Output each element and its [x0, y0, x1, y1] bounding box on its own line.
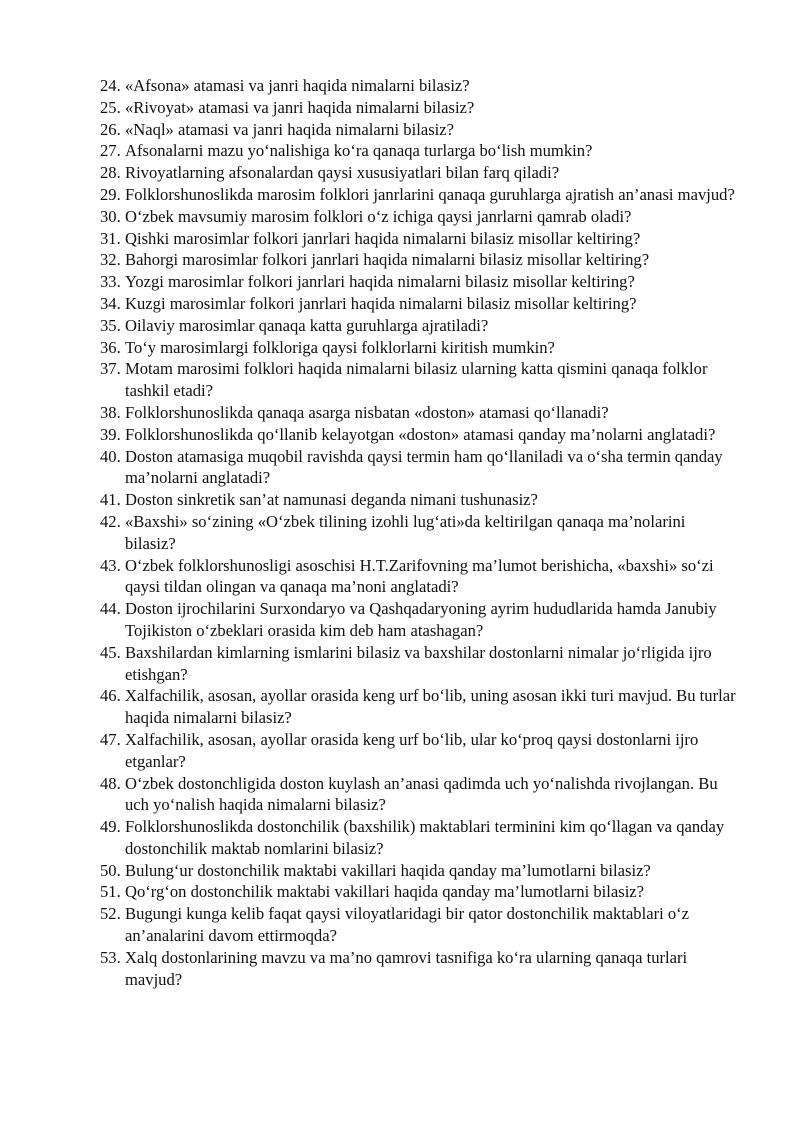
question-text: Oilaviy marosimlar qanaqa katta guruhlarga ajratiladi?: [125, 315, 489, 335]
question-number: 48.: [100, 773, 121, 793]
question-item: [100, 293, 740, 315]
question-number: 47.: [100, 729, 121, 749]
question-item: [100, 97, 740, 119]
question-item: [100, 860, 740, 882]
question-item: [100, 685, 740, 729]
question-item: [100, 228, 740, 250]
question-item: [100, 598, 740, 642]
question-number: 34.: [100, 293, 121, 313]
question-item: [100, 816, 740, 860]
question-text: Motam marosimi folklori haqida nimalarni bilasiz ularning katta qismini qanaqa folklor tashkil etadi?: [125, 359, 708, 401]
question-text: Bahorgi marosimlar folkori janrlari haqida nimalarni bilasiz misollar keltiring?: [125, 250, 650, 270]
question-number: 49.: [100, 817, 121, 837]
question-text: Doston sinkretik san’at namunasi deganda nimani tushunasiz?: [125, 490, 538, 510]
question-item: [100, 903, 740, 947]
question-number: 46.: [100, 686, 121, 706]
question-text: Folklorshunoslikda dostonchilik (baxshilik) maktablari terminini kim qo‘llagan va qanday dostonchilik maktab nomlarini bilasiz?: [125, 817, 725, 858]
question-number: 36.: [100, 337, 121, 357]
question-text: Rivoyatlarning afsonalardan qaysi xususiyatlari bilan farq qiladi?: [125, 163, 560, 183]
question-text: Xalq dostonlarining mavzu va ma’no qamrovi tasnifiga ko‘ra ularning qanaqa turlari mavjud?: [125, 947, 688, 989]
question-number: 30.: [100, 206, 121, 226]
question-item: [100, 947, 740, 991]
question-item: [100, 315, 740, 337]
question-text: Qishki marosimlar folkori janrlari haqida nimalarni bilasiz misollar keltiring?: [125, 228, 641, 248]
question-text: Qo‘rg‘on dostonchilik maktabi vakillari haqida qanday ma’lumotlarni bilasiz?: [125, 882, 645, 902]
question-text: O‘zbek dostonchligida doston kuylash an’anasi qadimda uch yo‘nalishda rivojlangan. Bu uch yo‘nalish haqida nimalarni bilasiz?: [125, 773, 718, 815]
question-number: 45.: [100, 642, 121, 662]
question-text: Yozgi marosimlar folkori janrlari haqida nimalarni bilasiz misollar keltiring?: [125, 272, 635, 292]
question-item: [100, 489, 740, 511]
question-number: 25.: [100, 97, 121, 117]
question-item: [100, 358, 740, 402]
question-text: Bulung‘ur dostonchilik maktabi vakillari haqida qanday ma’lumotlarni bilasiz?: [125, 860, 651, 880]
question-number: 24.: [100, 76, 121, 95]
question-item: [100, 206, 740, 228]
question-number: 27.: [100, 141, 121, 161]
question-item: [100, 729, 740, 773]
question-text: «Afsona» atamasi va janri haqida nimalarni bilasiz?: [125, 76, 470, 95]
question-number: 28.: [100, 163, 121, 183]
question-item: [100, 642, 740, 686]
question-number: 26.: [100, 119, 121, 139]
question-item: [100, 881, 740, 903]
question-number: 39.: [100, 424, 121, 444]
question-item: [100, 446, 740, 490]
question-text: Xalfachilik, asosan, ayollar orasida keng urf bo‘lib, ular ko‘proq qaysi dostonlarni ijro etganlar?: [125, 729, 699, 771]
question-number: 41.: [100, 490, 121, 510]
question-text: Doston ijrochilarini Surxondaryo va Qashqadaryoning ayrim hududlarida hamda Janubiy Tojikiston o‘zbeklari orasida kim deb ham atashagan?: [125, 599, 717, 640]
question-number: 33.: [100, 272, 121, 292]
question-number: 42.: [100, 511, 121, 531]
question-text: Folklorshunoslikda marosim folklori janrlarini qanaqa guruhlarga ajratish an’anasi mavjud?: [125, 184, 735, 204]
question-text: «Rivoyat» atamasi va janri haqida nimalarni bilasiz?: [125, 97, 475, 117]
question-text: Folklorshunoslikda qanaqa asarga nisbatan «doston» atamasi qo‘llanadi?: [125, 402, 609, 422]
question-text: Doston atamasiga muqobil ravishda qaysi termin ham qo‘llaniladi va o‘sha termin qanday ma’nolarni anglatadi?: [125, 446, 723, 488]
question-text: O‘zbek mavsumiy marosim folklori o‘z ichiga qaysi janrlarni qamrab oladi?: [125, 206, 632, 226]
question-item: [100, 402, 740, 424]
question-item: [100, 271, 740, 293]
question-number: 43.: [100, 555, 121, 575]
question-item: [100, 75, 740, 97]
question-number: 50.: [100, 860, 121, 880]
question-number: 29.: [100, 184, 121, 204]
question-item: [100, 337, 740, 359]
question-text: «Baxshi» so‘zining «O‘zbek tilining izohli lug‘ati»da keltirilgan qanaqa ma’nolarini bilasiz?: [125, 511, 686, 553]
question-item: [100, 162, 740, 184]
question-number: 44.: [100, 599, 121, 619]
question-text: Xalfachilik, asosan, ayollar orasida keng urf bo‘lib, uning asosan ikki turi mavjud. Bu turlar haqida nimalarni bilasiz?: [125, 686, 736, 728]
question-item: [100, 511, 740, 555]
question-number: 37.: [100, 359, 121, 379]
question-text: Baxshilardan kimlarning ismlarini bilasiz va baxshilar dostonlarni nimalar jo‘rligida ijro etishgan?: [125, 642, 712, 684]
question-text: Kuzgi marosimlar folkori janrlari haqida nimalarni bilasiz misollar keltiring?: [125, 293, 637, 313]
question-number: 32.: [100, 250, 121, 270]
question-item: [100, 249, 740, 271]
question-list: [100, 75, 740, 990]
question-text: Bugungi kunga kelib faqat qaysi viloyatlaridagi bir qator dostonchilik maktablari o‘z an’analarini davom ettirmoqda?: [125, 904, 690, 946]
question-item: [100, 555, 740, 599]
question-number: 51.: [100, 882, 121, 902]
question-item: [100, 140, 740, 162]
question-item: [100, 119, 740, 141]
question-number: 53.: [100, 947, 121, 967]
question-text: To‘y marosimlargi folkloriga qaysi folklorlarni kiritish mumkin?: [125, 337, 555, 357]
question-text: O‘zbek folklorshunosligi asoschisi H.T.Zarifovning ma’lumot berishicha, «baxshi» so‘zi qaysi tildan olingan va qanaqa ma’noni anglatadi?: [125, 555, 714, 597]
question-number: 31.: [100, 228, 121, 248]
question-number: 52.: [100, 904, 121, 924]
question-number: 40.: [100, 446, 121, 466]
question-number: 38.: [100, 402, 121, 422]
question-text: Folklorshunoslikda qo‘llanib kelayotgan «doston» atamasi qanday ma’nolarni anglatadi?: [125, 424, 716, 444]
question-item: [100, 773, 740, 817]
question-text: «Naql» atamasi va janri haqida nimalarni bilasiz?: [125, 119, 454, 139]
question-item: [100, 424, 740, 446]
question-text: Afsonalarni mazu yo‘nalishiga ko‘ra qanaqa turlarga bo‘lish mumkin?: [125, 141, 593, 161]
question-number: 35.: [100, 315, 121, 335]
question-item: [100, 184, 740, 206]
